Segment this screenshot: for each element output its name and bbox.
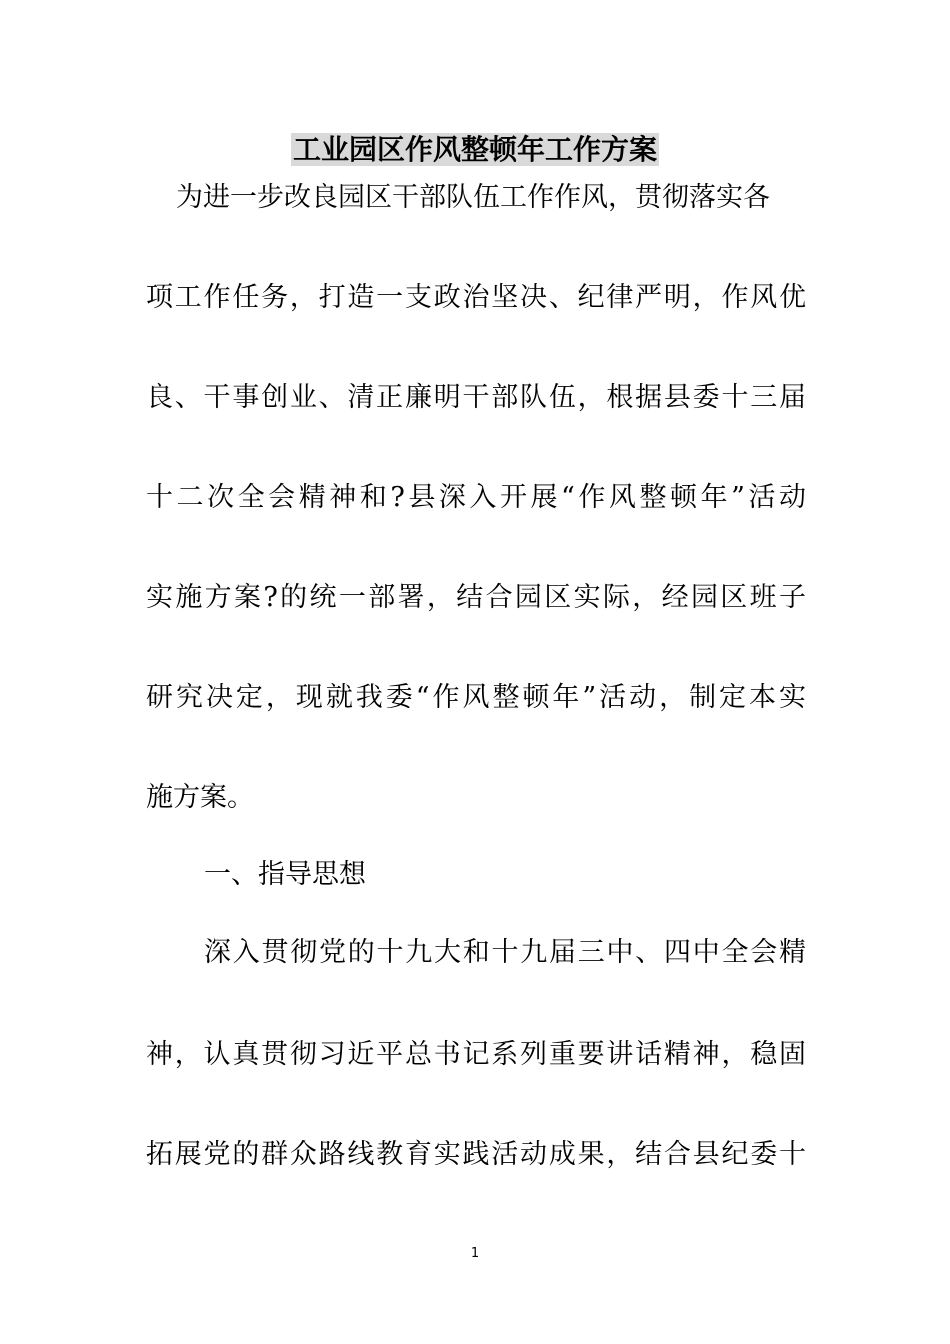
page-number: 1 xyxy=(470,1246,480,1261)
paragraph-line-11: 拓展党的群众路线教育实践活动成果，结合县纪委十 xyxy=(146,1139,806,1170)
document-title xyxy=(0,130,950,170)
paragraph-line-7: 施方案。 xyxy=(146,782,254,813)
paragraph-line-3: 良、干事创业、清正廉明干部队伍，根据县委十三届 xyxy=(146,382,806,413)
paragraph-line-1: 为进一步改良园区干部队伍工作作风，贯彻落实各 xyxy=(176,182,770,213)
document-title-text: 工业园区作风整顿年工作方案 xyxy=(292,133,657,166)
paragraph-line-4: 十二次全会精神和?县深入开展“作风整顿年”活动 xyxy=(146,482,806,513)
paragraph-line-5: 实施方案?的统一部署，结合园区实际，经园区班子 xyxy=(146,582,806,613)
paragraph-line-10: 神，认真贯彻习近平总书记系列重要讲话精神，稳固 xyxy=(146,1039,806,1070)
paragraph-line-9: 深入贯彻党的十九大和十九届三中、四中全会精 xyxy=(204,937,806,968)
paragraph-line-6: 研究决定，现就我委“作风整顿年”活动，制定本实 xyxy=(146,682,806,713)
paragraph-line-2: 项工作任务，打造一支政治坚决、纪律严明，作风优 xyxy=(146,282,806,313)
section-heading: 一、指导思想 xyxy=(204,859,366,890)
